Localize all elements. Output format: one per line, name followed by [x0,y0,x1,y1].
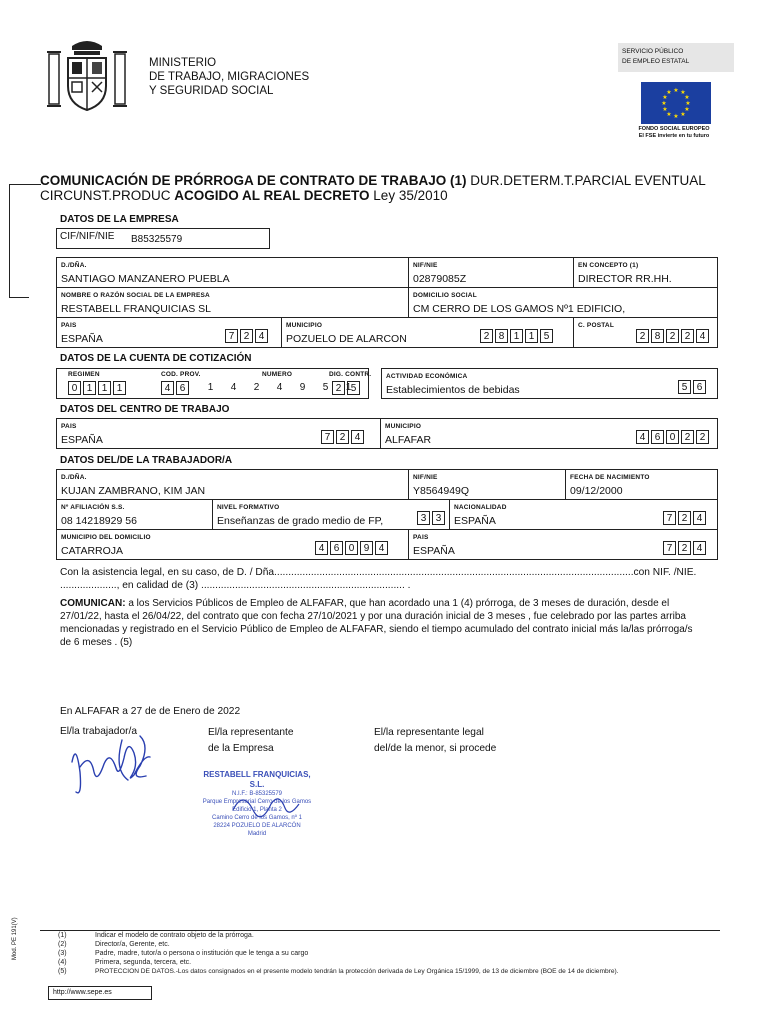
fse-caption: FONDO SOCIAL EUROPEO El FSE invierte en tu futuro [638,126,710,139]
footnote-number: (2) [58,941,67,948]
svg-text:★: ★ [673,87,679,94]
trabajador-nacionalidad-code: 7 2 4 [663,511,708,525]
trabajador-nivel-code: 3 3 [417,511,447,525]
centro-pais-value: ESPAÑA [61,434,103,446]
sepe-box: SERVICIO PÚBLICO DE EMPLEO ESTATAL [618,43,734,72]
company-stamp: RESTABELL FRANQUICIAS, S.L. N.I.F.: B-85325579 Parque Empresarial Cerro de los Gamos Edificio 1, Planta 2 Camino Cerro de los Gamos, nº 1 28224 POZUELO DE ALARCÓN Madrid [202,770,312,837]
svg-text:★: ★ [673,113,679,120]
svg-text:★: ★ [685,100,691,107]
empresa-pais-value: ESPAÑA [61,333,103,345]
numero-code: 1 4 2 4 9 5 1 [207,382,352,393]
trabajador-dona-cell: D./DÑA. KUJAN ZAMBRANO, KIM JAN [56,469,409,500]
svg-text:★: ★ [666,89,672,96]
empresa-cp-code: 2 8 2 2 4 [636,329,711,343]
trabajador-nacionalidad-cell: NACIONALIDAD ESPAÑA 7 2 4 [449,499,718,530]
empresa-pais-code: 7 2 4 [225,329,270,343]
empresa-domicilio-value: CM CERRO DE LOS GAMOS Nº1 EDIFICIO, [413,303,626,315]
comunican-paragraph: COMUNICAN: a los Servicios Públicos de Empleo de ALFAFAR, que han acordado una 1 (4) prórroga, de 3 meses de duración, desde el 27/01/22, hasta el 26/04/22, del contrato que con fecha 27/10/2021 y por una duración inicial de 3 meses , fue celebrado por las partes arriba mencionadas y registrado en el Servicio Público de Empleo de ALFAFAR, siendo el tiempo acumulado del contrato inicial más la/las prórroga/s de 6 meses . (5) [60,598,693,648]
empresa-razon-value: RESTABELL FRANQUICIAS SL [61,303,211,315]
empresa-concepto-cell: EN CONCEPTO (1) DIRECTOR RR.HH. [573,257,718,288]
firma-legal-label: El/la representante legal del/de la menor, si procede [374,727,497,754]
trabajador-nif-value: Y8564949Q [413,485,470,497]
stamp-signature [225,780,305,830]
trabajador-municipio-cell: MUNICIPIO DEL DOMICILIO CATARROJA 4 6 0 9 4 [56,529,409,560]
empresa-municipio-value: POZUELO DE ALARCON [286,333,407,345]
footnote-text: Primera, segunda, tercera, etc. [95,959,192,966]
centro-pais-code: 7 2 4 [321,430,366,444]
section-empresa: DATOS DE LA EMPRESA [60,214,179,225]
trabajador-pais-code: 7 2 4 [663,541,708,555]
footnote-divider [40,930,720,931]
eu-flag [641,82,711,124]
trabajador-nacionalidad-value: ESPAÑA [454,515,496,527]
svg-text:★: ★ [680,111,686,118]
section-centro: DATOS DEL CENTRO DE TRABAJO [60,404,230,415]
trabajador-dona-value: KUJAN ZAMBRANO, KIM JAN [61,485,206,497]
centro-municipio-code: 4 6 0 2 2 [636,430,711,444]
cotizacion-ccc-cell: REGIMEN COD. PROV. NUMERO DIG. CONTR. 0 1 1 1 4 6 1 4 2 4 9 5 1 2 5 [56,368,369,399]
coat-of-arms [44,38,130,114]
ministry-name: MINISTERIO DE TRABAJO, MIGRACIONES Y SEGURIDAD SOCIAL [149,57,310,97]
svg-text:★: ★ [666,111,672,118]
footnote-text: PROTECCION DE DATOS.-Los datos consignados en el presente modelo tendrán la protección derivada de Ley Orgánica 15/1999, de 13 de diciembre (BOE de 14 de diciembre). [95,968,619,975]
trabajador-pais-value: ESPAÑA [413,545,455,557]
model-code: Mod. PE 191(V) [12,917,18,960]
footnote-text: Padre, madre, tutor/a o persona o institución que le tenga a su cargo [95,950,309,957]
centro-municipio-value: ALFAFAR [385,434,432,446]
empresa-nif-value: 02879085Z [413,273,467,285]
regimen-code: 0 1 1 1 [68,381,128,395]
document-title: COMUNICACIÓN DE PRÓRROGA DE CONTRATO DE TRABAJO (1) DUR.DETERM.T.PARCIAL EVENTUAL CIRCUNST.PRODUC ACOGIDO AL REAL DECRETO Ley 35/2010 [40,173,706,203]
actividad-value: Establecimientos de bebidas [386,384,520,396]
empresa-municipio-cell: MUNICIPIO POZUELO DE ALARCON 2 8 1 1 5 [281,317,574,348]
trabajador-nacimiento-cell: FECHA DE NACIMIENTO 09/12/2000 [565,469,718,500]
svg-text:★: ★ [661,100,667,107]
lugar-fecha: En ALFAFAR a 27 de de Enero de 2022 [60,706,241,717]
footnote-number: (4) [58,959,67,966]
svg-text:★: ★ [662,94,668,101]
footnote-number: (5) [58,968,67,975]
actividad-cell: ACTIVIDAD ECONÓMICA Establecimientos de bebidas 5 6 [381,368,718,399]
worker-signature [62,722,172,802]
empresa-cp-cell: C. POSTAL 2 8 2 2 4 [573,317,718,348]
empresa-dona-cell: D./DÑA. SANTIAGO MANZANERO PUEBLA [56,257,409,288]
empresa-domicilio-cell: DOMICILIO SOCIAL CM CERRO DE LOS GAMOS Nº1 EDIFICIO, [408,287,718,318]
empresa-dona-value: SANTIAGO MANZANERO PUEBLA [61,273,230,285]
svg-text:★: ★ [662,106,668,113]
trabajador-nacimiento-value: 09/12/2000 [570,485,623,497]
centro-pais-cell: PAIS ESPAÑA 7 2 4 [56,418,381,449]
empresa-pais-cell: PAIS ESPAÑA 7 2 4 [56,317,282,348]
asistencia-text: Con la asistencia legal, en su caso, de D. / Dña...............................................................................................................................con NIF. /NIE. ...................., en calidad de (3) ........................................................................ . [60,567,697,591]
trabajador-municipio-code: 4 6 0 9 4 [315,541,390,555]
empresa-nif-cell: NIF/NIE 02879085Z [408,257,574,288]
footnote-number: (1) [58,932,67,939]
cif-label: CIF/NIF/NIE [60,231,115,242]
cif-box [56,228,270,249]
section-cotizacion: DATOS DE LA CUENTA DE COTIZACIÓN [60,353,252,364]
trabajador-nif-cell: NIF/NIE Y8564949Q [408,469,566,500]
firma-trabajador-label: El/la trabajador/a [60,726,138,737]
svg-text:★: ★ [684,106,690,113]
footnote-number: (3) [58,950,67,957]
svg-text:★: ★ [684,94,690,101]
section-trabajador: DATOS DEL/DE LA TRABAJADOR/A [60,455,233,466]
left-bracket-bottom [9,297,29,298]
trabajador-municipio-value: CATARROJA [61,545,124,557]
footnote-text: Indicar el modelo de contrato objeto de la prórroga. [95,932,254,939]
sepe-url-link[interactable]: http://www.sepe.es [48,986,152,1000]
trabajador-afiliacion-value: 08 14218929 56 [61,515,137,527]
cif-value: B85325579 [131,234,183,245]
firma-empresa-label: El/la representante de la Empresa [208,727,294,754]
left-bracket [9,184,41,297]
empresa-razon-cell: NOMBRE O RAZÓN SOCIAL DE LA EMPRESA RESTABELL FRANQUICIAS SL [56,287,409,318]
trabajador-pais-cell: PAIS ESPAÑA 7 2 4 [408,529,718,560]
empresa-concepto-value: DIRECTOR RR.HH. [578,273,672,285]
actividad-code: 5 6 [678,380,708,394]
svg-text:★: ★ [680,89,686,96]
trabajador-nivel-value: Enseñanzas de grado medio de FP, [217,515,384,527]
empresa-municipio-code: 2 8 1 1 5 [480,329,555,343]
provincia-code: 4 6 [161,381,191,395]
digito-control-code: 2 5 [332,381,362,395]
trabajador-nivel-cell: NIVEL FORMATIVO Enseñanzas de grado medio de FP, 3 3 [212,499,450,530]
footnote-text: Director/a, Gerente, etc. [95,941,170,948]
trabajador-afiliacion-cell: Nº AFILIACIÓN S.S. 08 14218929 56 [56,499,213,530]
centro-municipio-cell: MUNICIPIO ALFAFAR 4 6 0 2 2 [380,418,718,449]
